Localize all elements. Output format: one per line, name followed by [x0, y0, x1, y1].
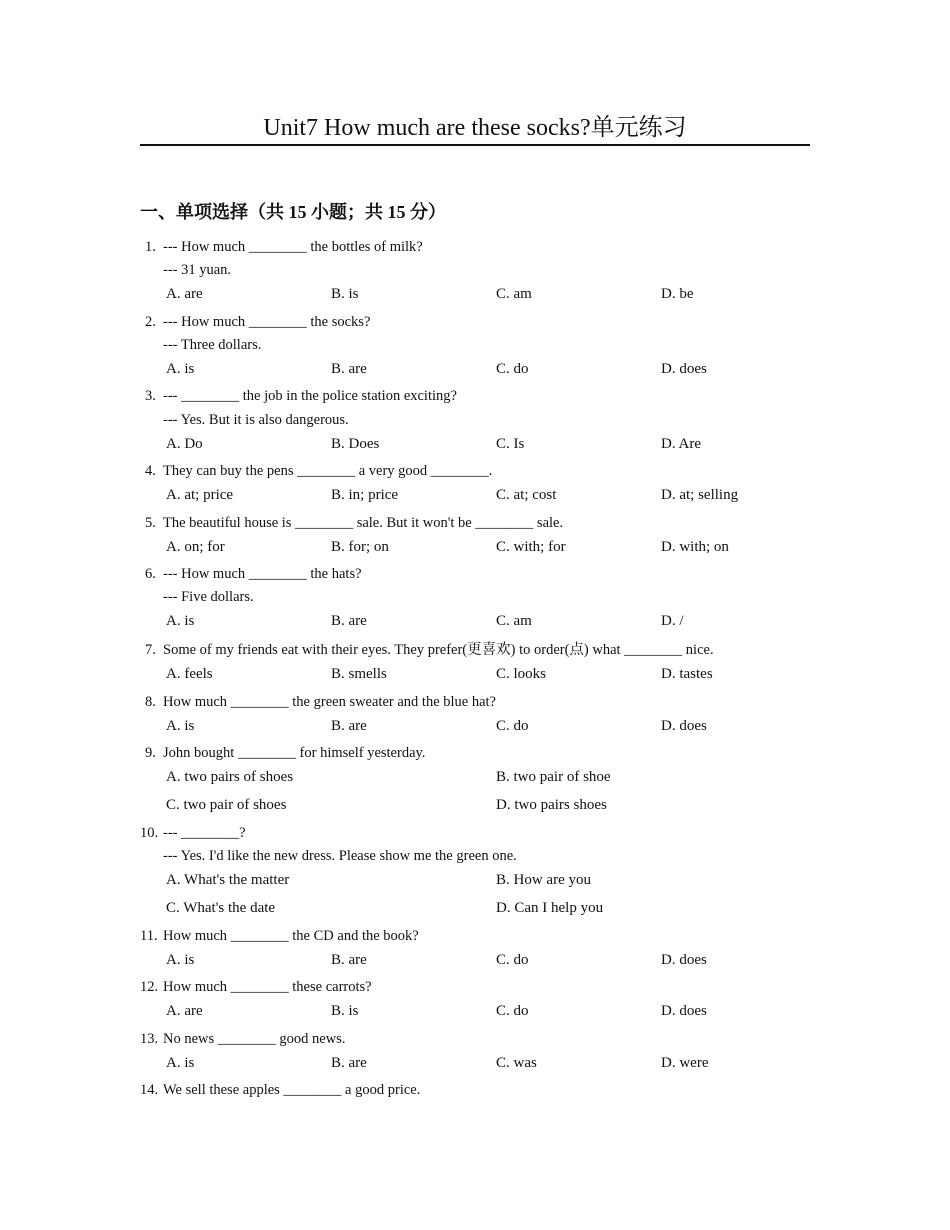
- answer-option: A. is: [166, 952, 195, 968]
- question-text: They can buy the pens ________ a very good ________.: [163, 463, 493, 479]
- question-text: How much ________ the CD and the book?: [163, 928, 419, 944]
- answer-option: D. does: [661, 718, 707, 734]
- answer-option: D. two pairs shoes: [496, 797, 607, 813]
- answer-option: A. feels: [166, 666, 213, 682]
- answer-option: A. is: [166, 718, 195, 734]
- answer-option: C. Is: [496, 436, 525, 452]
- question-number: 14.: [140, 1082, 159, 1098]
- answer-option: B. two pair of shoe: [496, 769, 611, 785]
- answer-option: C. looks: [496, 666, 547, 682]
- question-text: --- How much ________ the socks?: [163, 314, 371, 330]
- answer-option: D. does: [661, 361, 707, 377]
- answer-option: A. What's the matter: [166, 872, 290, 888]
- answer-option: A. is: [166, 361, 195, 377]
- question-number: 13.: [140, 1031, 159, 1047]
- answer-option: D. with; on: [661, 539, 729, 555]
- question-number: 10.: [140, 825, 159, 841]
- answer-option: C. do: [496, 1003, 529, 1019]
- question-text: John bought ________ for himself yesterday.: [163, 745, 426, 761]
- answer-option: D. tastes: [661, 666, 713, 682]
- answer-option: A. at; price: [166, 487, 234, 503]
- answer-option: C. at; cost: [496, 487, 557, 503]
- answer-option: D. be: [661, 286, 694, 302]
- answer-option: C. am: [496, 613, 532, 629]
- question-number: 6.: [145, 566, 156, 582]
- question-number: 3.: [145, 388, 156, 404]
- answer-option: B. are: [331, 718, 367, 734]
- question-number: 4.: [145, 463, 156, 479]
- question-text: How much ________ these carrots?: [163, 979, 372, 995]
- answer-option: C. two pair of shoes: [166, 797, 287, 813]
- answer-option: B. in; price: [331, 487, 399, 503]
- question-text: --- ________?: [163, 825, 246, 841]
- answer-option: A. Do: [166, 436, 203, 452]
- question-text: --- Three dollars.: [163, 337, 262, 353]
- answer-option: D. does: [661, 1003, 707, 1019]
- question-number: 12.: [140, 979, 159, 995]
- question-number: 7.: [145, 642, 156, 658]
- title-underline: [140, 144, 810, 146]
- answer-option: D. Can I help you: [496, 900, 604, 916]
- answer-option: A. two pairs of shoes: [166, 769, 294, 785]
- question-text: We sell these apples ________ a good price.: [163, 1082, 421, 1098]
- answer-option: B. are: [331, 1055, 367, 1071]
- answer-option: C. am: [496, 286, 532, 302]
- question-text: No news ________ good news.: [163, 1031, 346, 1047]
- question-number: 11.: [140, 928, 158, 944]
- answer-option: B. are: [331, 361, 367, 377]
- question-text: Some of my friends eat with their eyes. They prefer(更喜欢) to order(点) what ________ nice.: [163, 642, 714, 658]
- answer-option: A. are: [166, 286, 203, 302]
- question-text: --- How much ________ the bottles of milk?: [163, 239, 423, 255]
- answer-option: C. do: [496, 718, 529, 734]
- answer-option: B. is: [331, 1003, 359, 1019]
- answer-option: A. are: [166, 1003, 203, 1019]
- answer-option: B. for; on: [331, 539, 389, 555]
- answer-option: C. with; for: [496, 539, 566, 555]
- question-number: 8.: [145, 694, 156, 710]
- section-heading: 一、单项选择（共 15 小题；共 15 分）: [140, 202, 446, 222]
- question-number: 5.: [145, 515, 156, 531]
- question-number: 1.: [145, 239, 156, 255]
- answer-option: B. Does: [331, 436, 380, 452]
- answer-option: C. do: [496, 361, 529, 377]
- answer-option: C. What's the date: [166, 900, 276, 916]
- question-text: --- Yes. But it is also dangerous.: [163, 412, 349, 428]
- question-text: The beautiful house is ________ sale. But it won't be ________ sale.: [163, 515, 564, 531]
- question-text: --- Yes. I'd like the new dress. Please show me the green one.: [163, 848, 517, 864]
- answer-option: A. is: [166, 1055, 195, 1071]
- answer-option: A. is: [166, 613, 195, 629]
- answer-option: C. was: [496, 1055, 537, 1071]
- answer-option: B. smells: [331, 666, 387, 682]
- answer-option: D. /: [661, 613, 684, 629]
- question-text: --- ________ the job in the police station exciting?: [163, 388, 457, 404]
- question-text: --- Five dollars.: [163, 589, 254, 605]
- answer-option: B. are: [331, 613, 367, 629]
- answer-option: D. at; selling: [661, 487, 739, 503]
- page-title: Unit7 How much are these socks?单元练习: [263, 115, 687, 141]
- question-number: 9.: [145, 745, 156, 761]
- question-text: --- 31 yuan.: [163, 262, 232, 278]
- answer-option: C. do: [496, 952, 529, 968]
- answer-option: D. Are: [661, 436, 701, 452]
- answer-option: B. How are you: [496, 872, 591, 888]
- question-number: 2.: [145, 314, 156, 330]
- question-text: --- How much ________ the hats?: [163, 566, 362, 582]
- answer-option: B. is: [331, 286, 359, 302]
- answer-option: D. were: [661, 1055, 709, 1071]
- answer-option: A. on; for: [166, 539, 225, 555]
- question-text: How much ________ the green sweater and the blue hat?: [163, 694, 496, 710]
- answer-option: B. are: [331, 952, 367, 968]
- answer-option: D. does: [661, 952, 707, 968]
